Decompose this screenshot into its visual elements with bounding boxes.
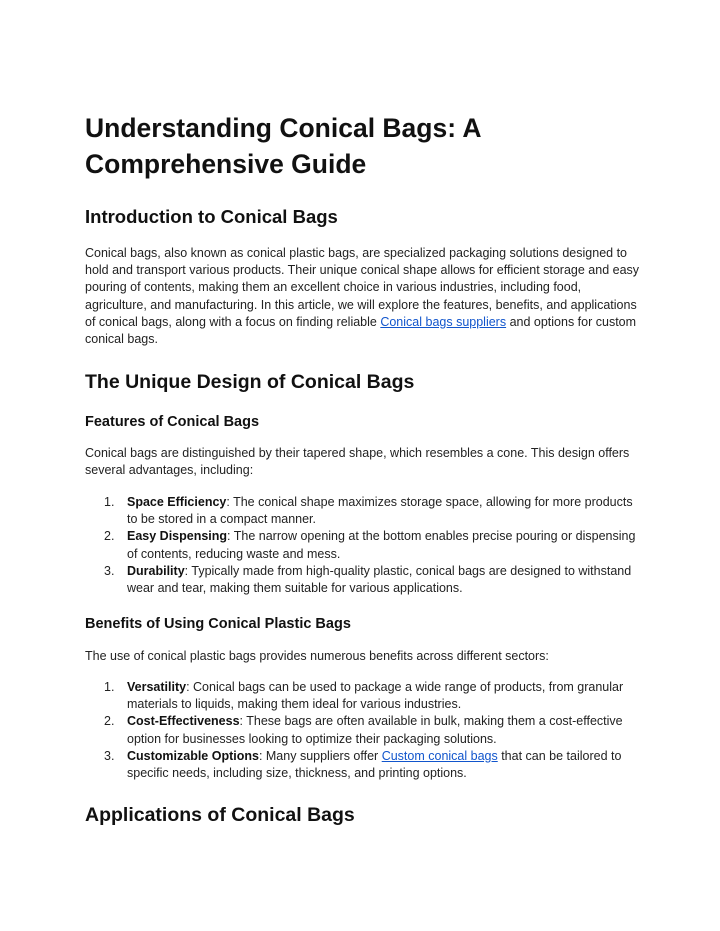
list-item: [85, 748, 645, 782]
benefits-lead-paragraph: The use of conical plastic bags provides numerous benefits across different sectors:: [85, 649, 549, 663]
list-item-number: 1.: [104, 495, 115, 509]
list-item: [85, 679, 645, 713]
list-item-text: : Many suppliers offer: [258, 748, 382, 763]
intro-text-before-link: Conical bags, also known as conical plastic bags, are specialized packaging solutions designed to hold and transport various products. Their unique conical shape allows for efficient storage and easy pouring of contents, making them an excellent choice in various industries, including food, agriculture, and manufacturing. In this article, we will explore the features, benefits, and applications of conical bags, along with a focus on finding reliable: [85, 246, 640, 329]
page-title: Understanding Conical Bags: A Comprehensive Guide: [85, 113, 481, 179]
list-item-term: Space Efficiency: [127, 495, 227, 509]
benefits-list: [85, 679, 645, 782]
list-item-term: Versatility: [127, 680, 187, 694]
list-item-text: : Conical bags can be used to package a wide range of products, from granular materials to liquids, making them ideal for various industries.: [127, 680, 624, 712]
features-list: [85, 494, 645, 597]
section-heading-design: The Unique Design of Conical Bags: [85, 371, 415, 393]
list-item-text: : The conical shape maximizes storage space, allowing for more products to be stored in a compact manner.: [127, 495, 633, 527]
list-item-number: 3.: [104, 748, 115, 763]
list-item-number: 2.: [104, 529, 115, 544]
custom-conical-bags-link[interactable]: Custom conical bags: [381, 748, 498, 763]
section-heading-applications: Applications of Conical Bags: [85, 804, 355, 826]
conical-bags-suppliers-link[interactable]: Conical bags suppliers: [380, 314, 507, 329]
section-heading-introduction: Introduction to Conical Bags: [85, 206, 338, 227]
list-item-term: Durability: [127, 563, 185, 578]
list-item: [85, 563, 645, 597]
list-item-term: Customizable Options: [127, 748, 259, 763]
intro-text-after-link: and options for custom conical bags.: [85, 314, 637, 347]
intro-paragraph: [85, 245, 645, 348]
list-item-text: : The narrow opening at the bottom enables precise pouring or dispensing of contents, reducing waste and mess.: [127, 529, 636, 561]
list-item-term: Easy Dispensing: [127, 529, 228, 544]
list-item-text: that can be tailored to specific needs, including size, thickness, and printing options.: [127, 748, 622, 781]
subsection-heading-features: Features of Conical Bags: [85, 414, 260, 430]
list-item-term: Cost-Effectiveness: [127, 714, 240, 729]
list-item: [85, 494, 645, 528]
list-item: [85, 713, 645, 747]
list-item-number: 1.: [104, 680, 115, 694]
list-item-text: : Typically made from high-quality plastic, conical bags are designed to withstand wear and tear, making them suitable for various applications.: [127, 563, 632, 596]
list-item-number: 3.: [104, 563, 115, 578]
subsection-heading-benefits: Benefits of Using Conical Plastic Bags: [85, 616, 351, 632]
list-item-number: 2.: [104, 714, 115, 729]
list-item-text: : These bags are often available in bulk, making them a cost-effective option for businesses looking to optimize their packaging solutions.: [127, 714, 623, 746]
list-item: [85, 528, 645, 562]
features-lead-paragraph: Conical bags are distinguished by their tapered shape, which resembles a cone. This design offers several advantages, including:: [85, 446, 630, 478]
